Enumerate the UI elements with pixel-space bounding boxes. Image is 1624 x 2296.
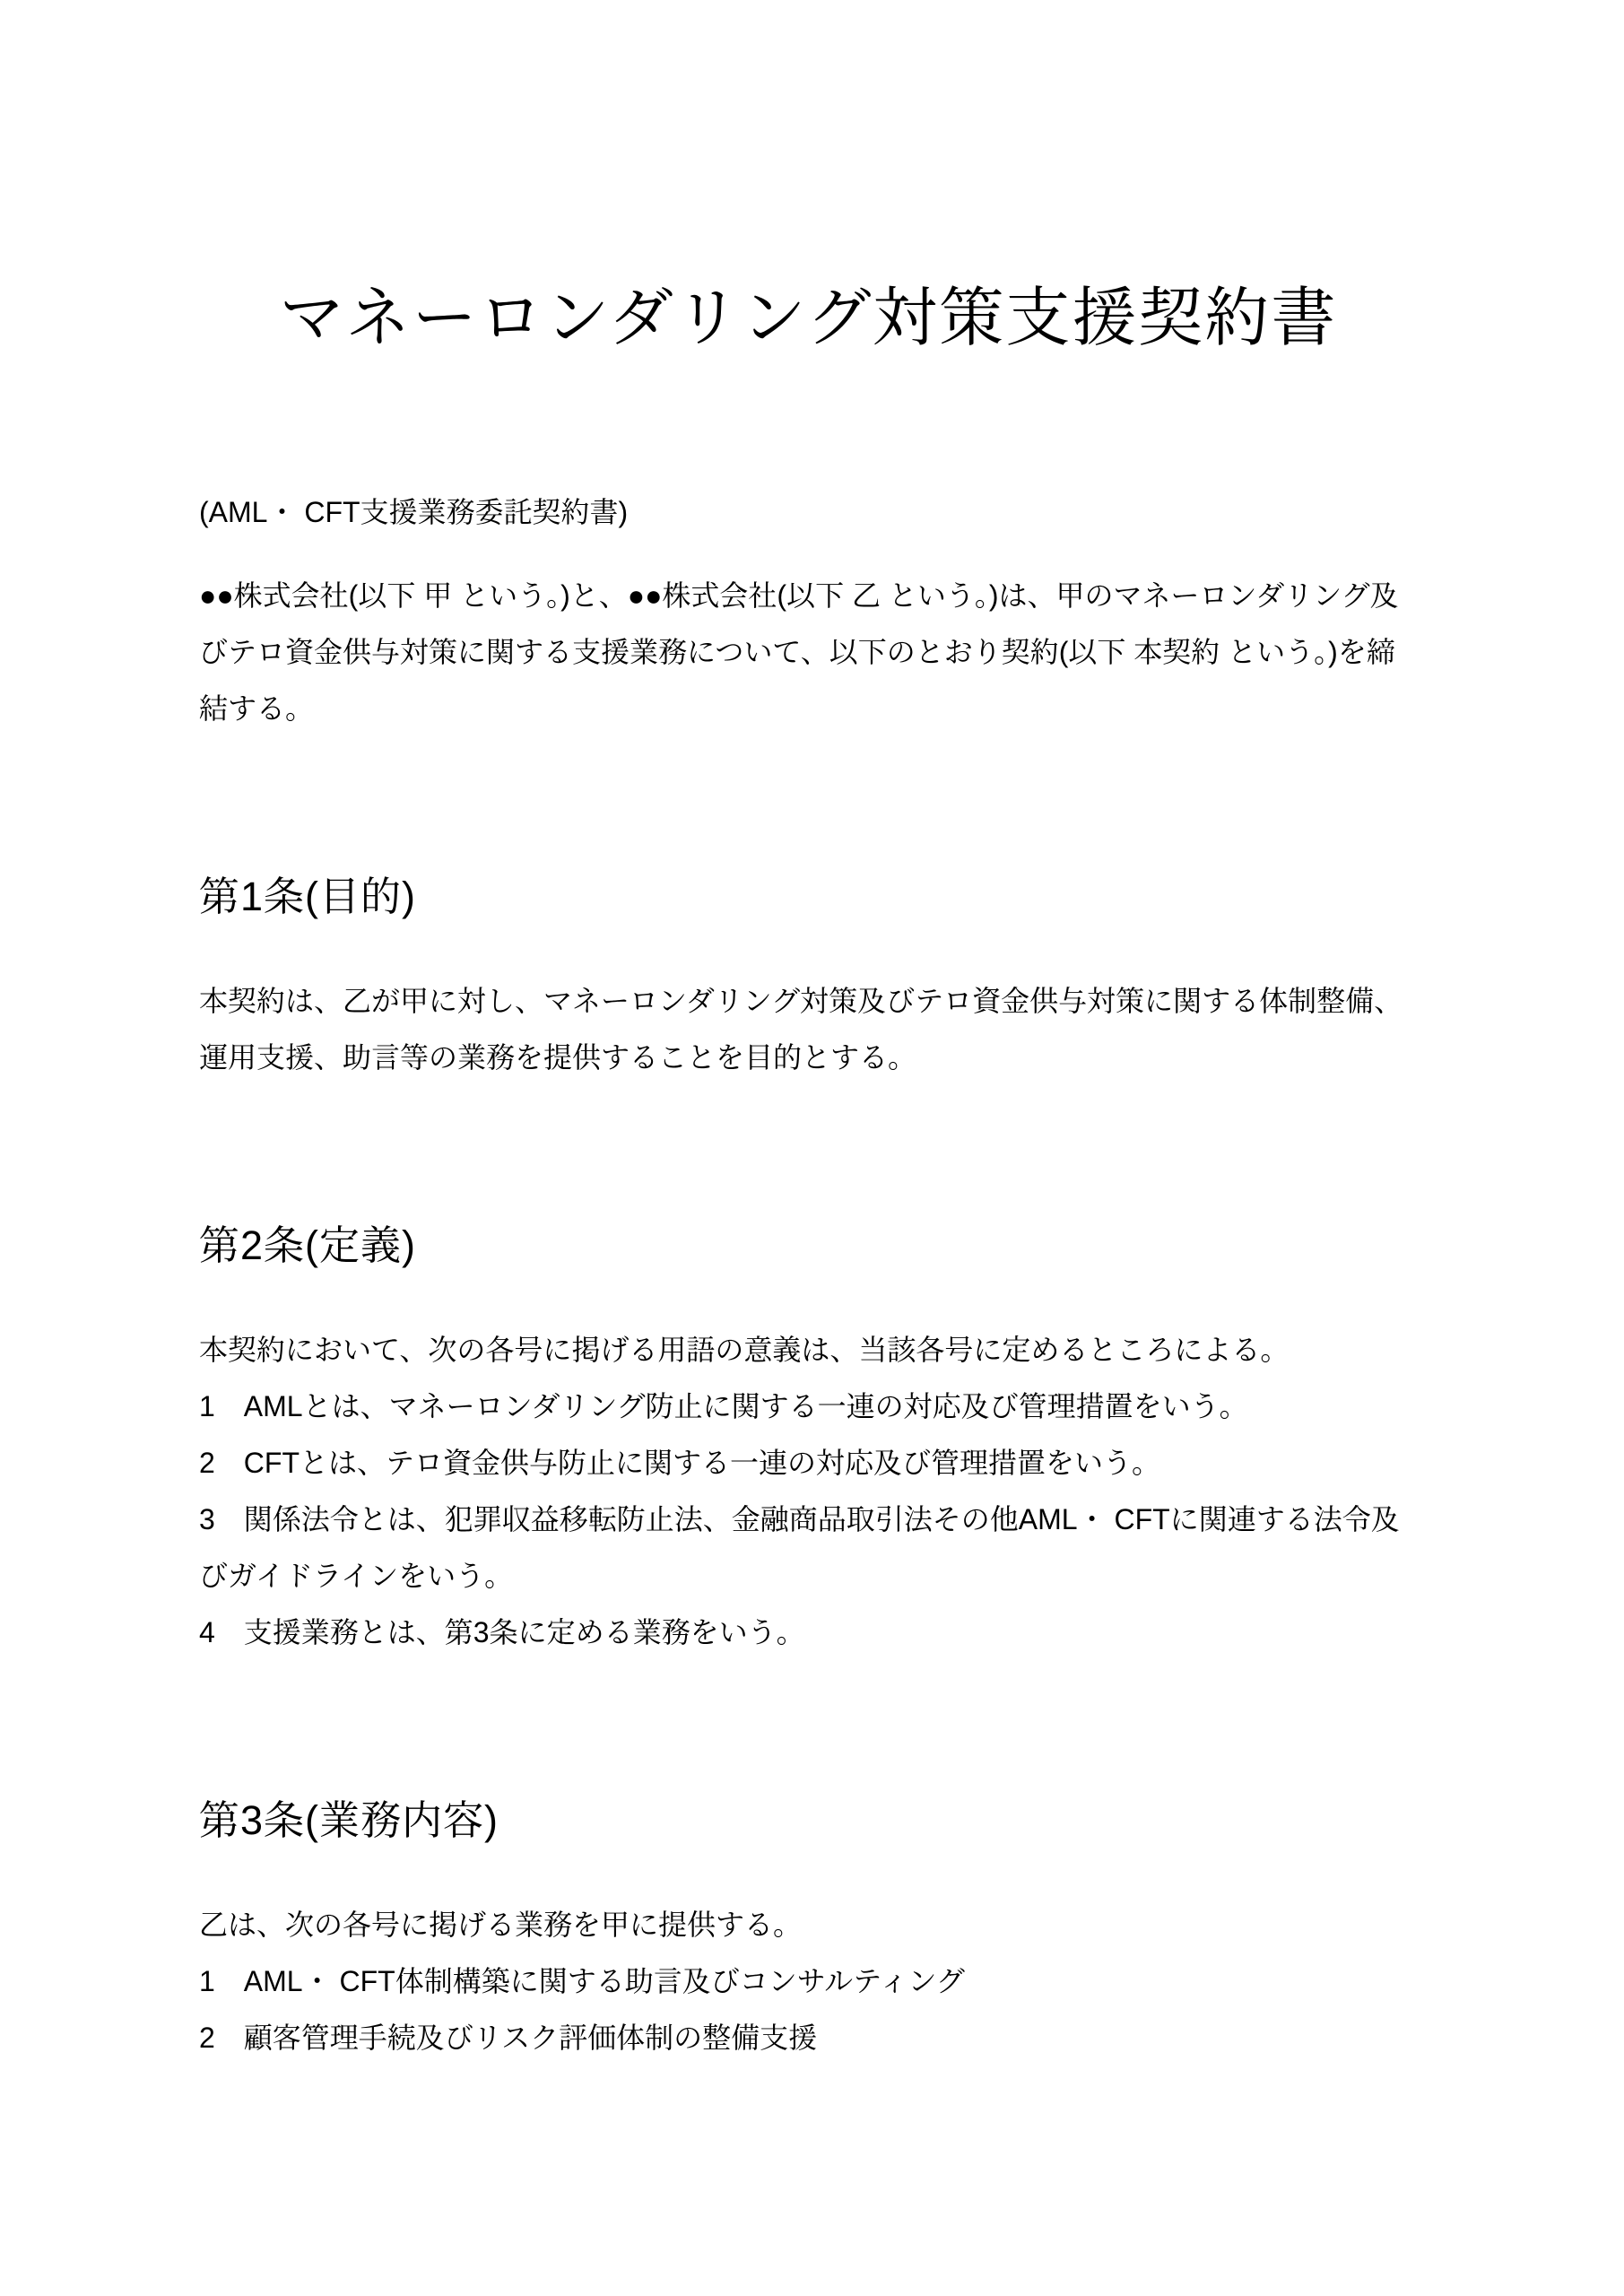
document-subtitle: (AML・ CFT支援業務委託契約書): [199, 496, 629, 528]
article-2: [199, 1219, 1418, 1661]
article-2-item-3: 3 関係法令とは、犯罪収益移転防止法、金融商品取引法その他AML・ CFTに関連する法令及びガイドラインをいう。: [199, 1503, 1400, 1592]
article-3-heading: 第3条(業務内容): [199, 1797, 499, 1843]
article-2-item-1: 1 AMLとは、マネーロンダリング防止に関する一連の対応及び管理措置をいう。: [199, 1390, 1248, 1422]
article-3-item-1: 1 AML・ CFT体制構築に関する助言及びコンサルティング: [199, 1965, 965, 1997]
preamble-paragraph: ●●株式会社(以下 甲 という。)と、●●株式会社(以下 乙 という。)は、甲のマネーロンダリング及びテロ資金供与対策に関する支援業務について、以下のとおり契約(以下 本契約 という。)を締結する。: [199, 579, 1399, 725]
document-title: マネーロンダリング対策支援契約書: [279, 283, 1338, 354]
article-3: [199, 1794, 1418, 2066]
article-1: [199, 870, 1418, 1086]
article-2-body: 本契約において、次の各号に掲げる用語の意義は、当該各号に定めるところによる。: [199, 1334, 1290, 1366]
article-1-body: 本契約は、乙が甲に対し、マネーロンダリング対策及びテロ資金供与対策に関する体制整備、運用支援、助言等の業務を提供することを目的とする。: [199, 985, 1403, 1074]
article-2-item-2: 2 CFTとは、テロ資金供与防止に関する一連の対応及び管理措置をいう。: [199, 1447, 1161, 1479]
article-3-body: 乙は、次の各号に掲げる業務を甲に提供する。: [199, 1909, 803, 1941]
article-2-item-4: 4 支援業務とは、第3条に定める業務をいう。: [199, 1616, 805, 1648]
article-3-item-2: 2 顧客管理手続及びリスク評価体制の整備支援: [199, 2022, 818, 2054]
article-1-heading: 第1条(目的): [199, 874, 416, 919]
article-2-heading: 第2条(定義): [199, 1222, 416, 1268]
